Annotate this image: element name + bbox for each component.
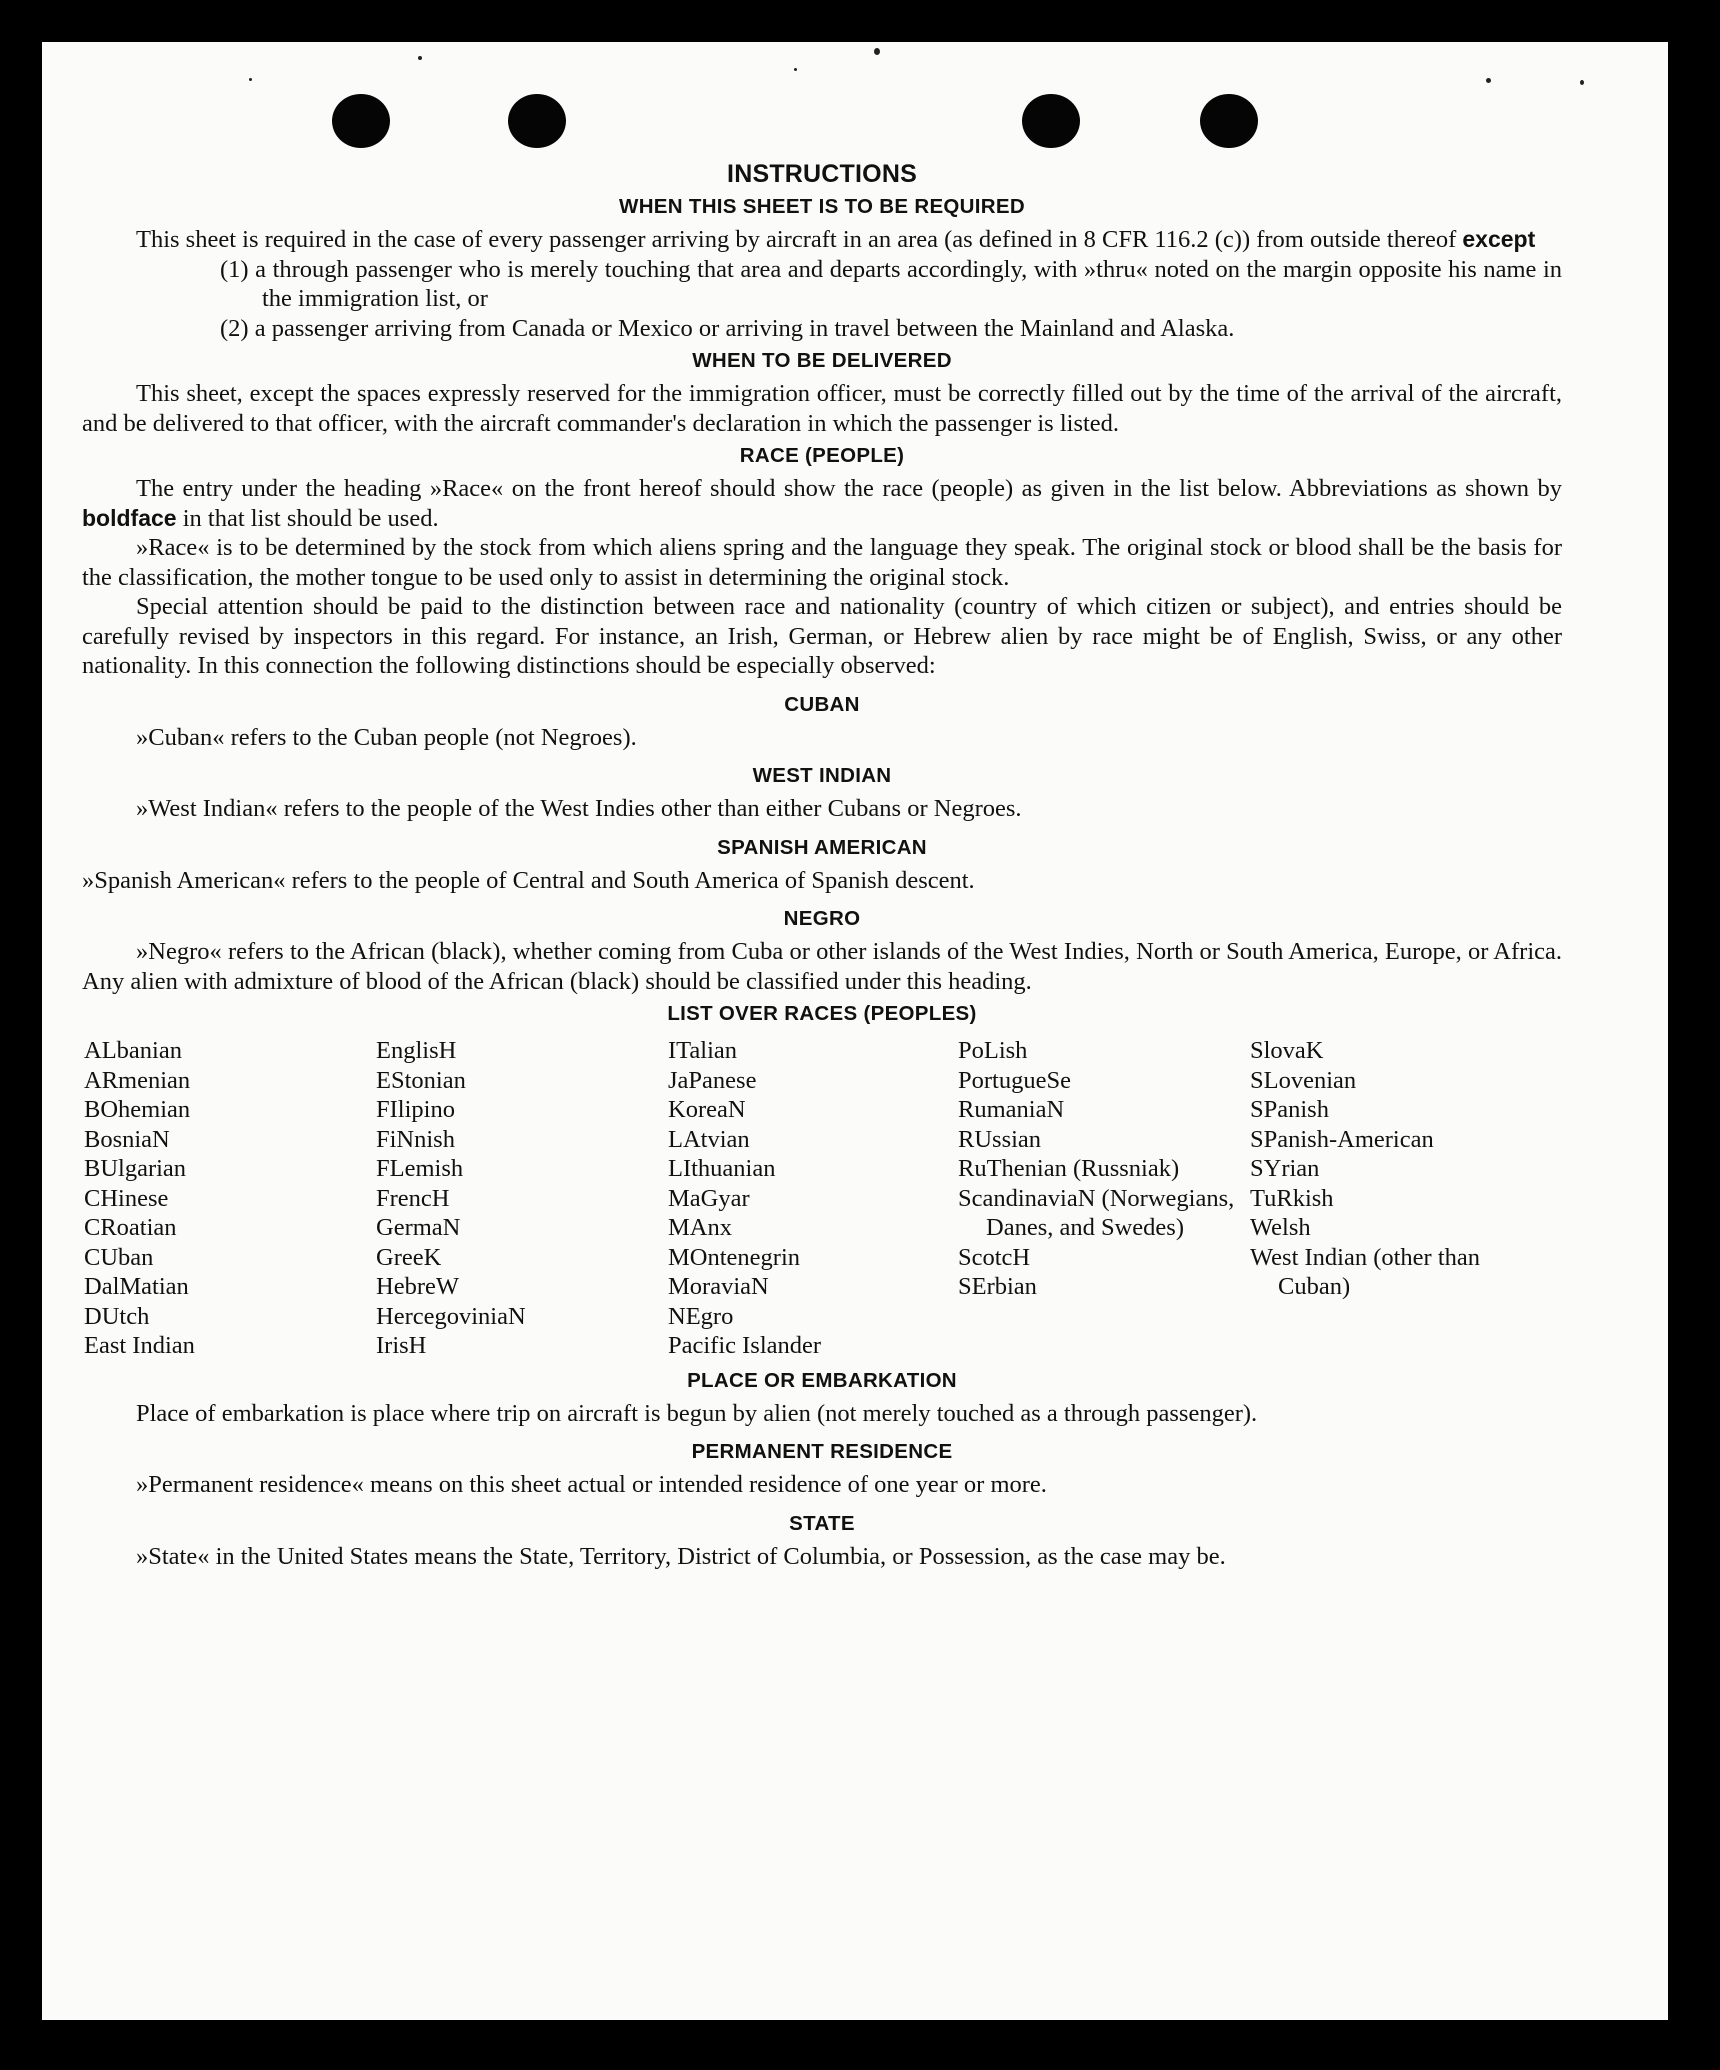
race-entry: ALbanian (84, 1037, 182, 1064)
race-entry: EStonian (376, 1066, 466, 1094)
race-entry: EnglisH (376, 1037, 457, 1064)
race-entry: CRoatian (84, 1214, 177, 1241)
page-title: INSTRUCTIONS (727, 160, 917, 188)
race-entry: CUban (84, 1243, 154, 1271)
race-entry: SPanish (1250, 1096, 1329, 1123)
races-column (668, 1036, 958, 1361)
race-entry: ScandinaviaN (Norwegians, Danes, and Swedes) (958, 1184, 1235, 1241)
punch-hole (508, 94, 566, 148)
instructions-content (82, 160, 1562, 1571)
race-entry: GermaN (376, 1214, 461, 1241)
section-heading: LIST OVER RACES (PEOPLES) (667, 1002, 977, 1025)
race-entry: KoreaN (668, 1096, 746, 1123)
race-entry: ARmenian (84, 1066, 191, 1094)
paragraph: »Permanent residence« means on this sheet actual or intended residence of one year or more. (136, 1471, 1047, 1498)
section-heading: SPANISH AMERICAN (717, 835, 927, 859)
race-entry: LIthuanian (668, 1155, 776, 1182)
race-entry: Pacific Islander (668, 1332, 822, 1359)
paragraph: »State« in the United States means the State, Territory, District of Columbia, or Possession, as the case may be. (136, 1542, 1226, 1570)
race-entry: TuRkish (1250, 1184, 1334, 1212)
race-entry: MOntenegrin (668, 1243, 800, 1271)
paragraph: »Spanish American« refers to the people of Central and South America of Spanish descent. (82, 866, 975, 894)
race-entry: HebreW (376, 1273, 459, 1300)
race-entry: FrencH (376, 1184, 450, 1212)
document-sheet (42, 42, 1668, 2020)
section-heading: CUBAN (784, 692, 860, 716)
punch-hole (1022, 94, 1080, 148)
race-entry: MaGyar (668, 1184, 750, 1212)
paragraph: Place of embarkation is place where trip on aircraft is begun by alien (not merely touched as a through passenger). (136, 1399, 1258, 1427)
race-entry: LAtvian (668, 1125, 750, 1153)
race-entry: IrisH (376, 1332, 427, 1359)
race-entry: BUlgarian (84, 1155, 187, 1182)
section-heading: PERMANENT RESIDENCE (691, 1440, 953, 1463)
section-heading: WHEN TO BE DELIVERED (692, 349, 952, 372)
race-entry: CHinese (84, 1184, 169, 1212)
speck (418, 56, 422, 60)
paragraph: This sheet, except the spaces expressly reserved for the immigration officer, must be correctly filled out by the time of the arrival of the aircraft, and be delivered to that officer, with the aircraft commander's declaration in which the passenger is listed. (82, 380, 1562, 437)
paragraph: »Negro« refers to the African (black), whether coming from Cuba or other islands of the West Indies, North or South America, Europe, or Africa. Any alien with admixture of blood of the African (black) should be classified under this heading. (82, 938, 1562, 995)
race-entry: RuThenian (Russniak) (958, 1155, 1180, 1182)
speck (794, 68, 797, 71)
paragraph: Special attention should be paid to the distinction between race and nationality (country of which citizen or subject), and entries should be carefully revised by inspectors in this regard. For instance, an Irish, German, or Hebrew alien by race might be of English, Swiss, or any other nationality. In this connection the following distinctions should be especially observed: (82, 593, 1562, 679)
section-heading: RACE (PEOPLE) (739, 444, 905, 467)
section-heading: NEGRO (783, 907, 861, 930)
speck (874, 48, 880, 55)
race-entry: DalMatian (84, 1273, 189, 1300)
section-heading: WHEN THIS SHEET IS TO BE REQUIRED (619, 195, 1025, 218)
paragraph: »Cuban« refers to the Cuban people (not Negroes). (136, 723, 637, 751)
race-entry: FLemish (376, 1155, 464, 1182)
paragraph: »West Indian« refers to the people of the West Indies other than either Cubans or Negroes. (136, 795, 1022, 822)
race-entry: PortugueSe (958, 1066, 1071, 1094)
races-table (84, 1036, 1562, 1361)
race-entry: RUssian (958, 1125, 1042, 1153)
race-entry: HercegoviniaN (376, 1302, 526, 1330)
paragraph: »Race« is to be determined by the stock from which aliens spring and the language they speak. The original stock or blood shall be the basis for the classification, the mother tongue to be used only to assist in determining the original stock. (82, 534, 1562, 591)
race-entry: GreeK (376, 1243, 442, 1271)
speck (1580, 80, 1584, 85)
race-entry: SYrian (1250, 1155, 1320, 1182)
race-entry: ScotcH (958, 1243, 1031, 1271)
race-entry: BosniaN (84, 1125, 170, 1153)
races-column (958, 1036, 1250, 1361)
races-column (1250, 1036, 1550, 1361)
race-entry: PoLish (958, 1037, 1028, 1064)
list-item: (2) a passenger arriving from Canada or Mexico or arriving in travel between the Mainland and Alaska. (220, 314, 1235, 342)
races-column (376, 1036, 668, 1361)
speck (249, 78, 252, 81)
race-entry: FiNnish (376, 1125, 455, 1153)
race-entry: DUtch (84, 1302, 150, 1330)
race-entry: FIlipino (376, 1096, 455, 1123)
race-entry: SPanish-American (1250, 1125, 1434, 1153)
race-entry: JaPanese (668, 1066, 757, 1094)
paragraph: This sheet is required in the case of every passenger arriving by aircraft in an area (as defined in 8 CFR 116.2 (c)) from outside thereof except (136, 226, 1536, 253)
section-heading: PLACE OR EMBARKATION (687, 1368, 957, 1392)
race-entry: East Indian (84, 1332, 195, 1359)
race-entry: Welsh (1250, 1214, 1311, 1241)
race-entry: SLovenian (1250, 1066, 1357, 1094)
race-entry: ITalian (668, 1037, 738, 1064)
race-entry: RumaniaN (958, 1096, 1065, 1123)
race-entry: BOhemian (84, 1096, 191, 1123)
race-entry: MAnx (668, 1214, 732, 1241)
punch-hole (1200, 94, 1258, 148)
race-entry: SlovaK (1250, 1037, 1324, 1064)
section-heading: STATE (789, 1511, 855, 1535)
section-heading: WEST INDIAN (752, 764, 892, 787)
list-item: (1) a through passenger who is merely touching that area and departs accordingly, with »thru« noted on the margin opposite his name in the immigration list, or (220, 255, 1562, 312)
speck (1486, 78, 1491, 83)
paragraph: The entry under the heading »Race« on the front hereof should show the race (people) as given in the list below. Abbreviations as shown by boldface in that list should be used. (82, 475, 1562, 532)
race-entry: NEgro (668, 1302, 734, 1330)
races-column (84, 1036, 376, 1361)
race-entry: West Indian (other than Cuban) (1250, 1243, 1481, 1300)
punch-hole (332, 94, 390, 148)
race-entry: SErbian (958, 1273, 1037, 1300)
race-entry: MoraviaN (668, 1273, 769, 1300)
